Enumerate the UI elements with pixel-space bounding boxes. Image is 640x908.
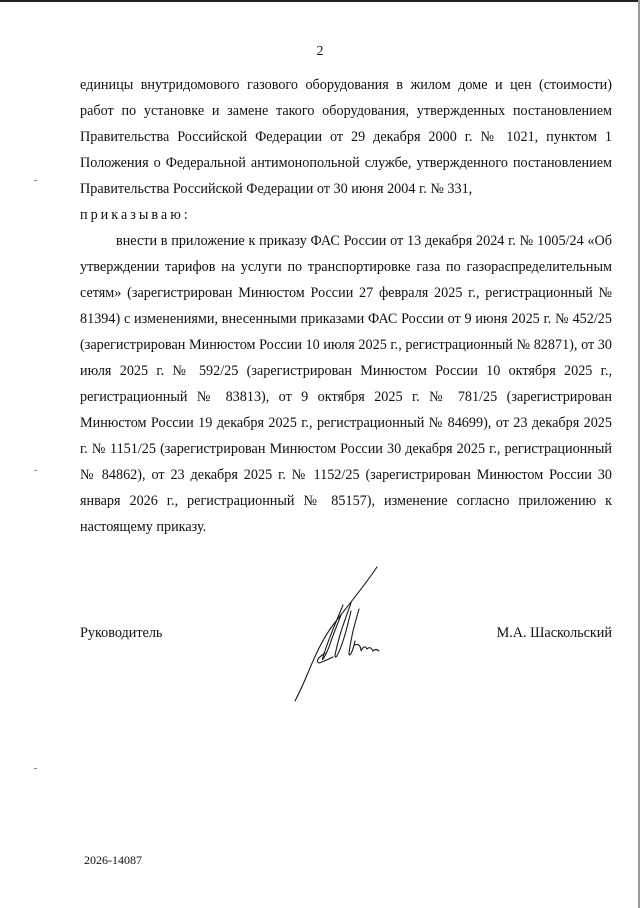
page-number: 2 — [316, 44, 324, 59]
document-body — [80, 72, 612, 540]
signer-name: М.А. Шаскольский — [496, 625, 612, 641]
scan-artifact — [34, 470, 37, 471]
document-id: 2026-14087 — [84, 853, 142, 867]
paragraph-order-content: внести в приложение к приказу ФАС России от 13 декабря 2024 г. № 1005/24 «Об утверждении тарифов на услуги по транспортировке газа по газораспределительным сетям» (зарегистрирован Минюстом России 27 февраля 2025 г., регистрационный № 81394) с изменениями, внесенными приказами ФАС России от 9 июня 2025 г. № 452/25 (зарегистрирован Минюстом России 10 июля 2025 г., регистрационный № 82871), от 30 июля 2025 г. № 592/25 (зарегистрирован Минюстом России 10 октября 2025 г., регистрационный № 83813), от 9 октября 2025 г. № 781/25 (зарегистрирован Минюстом России 19 декабря 2025 г., регистрационный № 84699), от 23 декабря 2025 г. № 1151/25 (зарегистрирован Минюстом России 30 декабря 2025 г., регистрационный № 84862), от 23 декабря 2025 г. № 1152/25 (зарегистрирован Минюстом России 30 января 2026 г., регистрационный № 85157), изменение согласно приложению к настоящему приказу. — [80, 233, 612, 535]
scan-artifact — [34, 180, 37, 181]
order-word: приказываю: — [80, 207, 191, 223]
signer-title: Руководитель — [80, 625, 163, 641]
handwritten-signature — [285, 565, 395, 705]
scan-edge-top — [0, 0, 640, 2]
scan-artifact — [34, 768, 37, 769]
paragraph-legal-basis: единицы внутридомового газового оборудования в жилом доме и цен (стоимости) работ по установке и замене такого оборудования, утвержденных постановлением Правительства Российской Федерации от 29 декабря 2000 г. № 1021, пунктом 1 Положения о Федеральной антимонопольной службе, утвержденного постановлением Правительства Российской Федерации от 30 июня 2004 г. № 331, — [80, 77, 612, 197]
